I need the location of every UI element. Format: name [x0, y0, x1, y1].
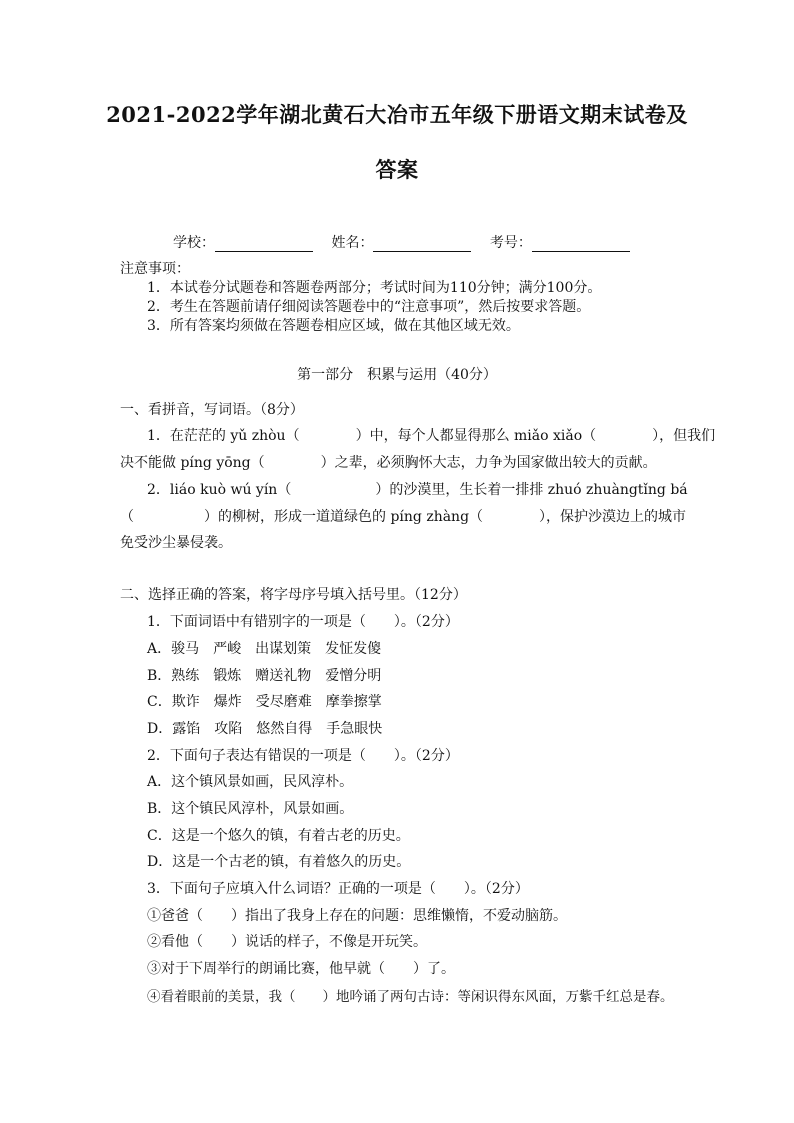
q2-sub3-item: ④看着眼前的美景，我（ ）地吟诵了两句古诗：等闲识得东风面，万紫千红总是春。 — [147, 989, 674, 1005]
q1-line: 2．liáo kuò wú yín（ ）的沙漠里，生长着一排排 zhuó zhuàngtǐng bá — [147, 482, 688, 498]
q1-heading: 一、看拼音，写词语。（8分） — [120, 402, 304, 418]
number-blank — [532, 237, 630, 252]
option-b: B．这个镇民风淳朴，风景如画。 — [147, 801, 354, 817]
option-d: D．这是一个古老的镇，有着悠久的历史。 — [147, 854, 411, 870]
q1-line: 决不能做 píng yōng（ ）之辈，必须胸怀大志，力争为国家做出较大的贡献。 — [120, 455, 657, 471]
school-blank — [215, 237, 313, 252]
student-info-row — [173, 232, 644, 252]
q2-sub3-item: ③对于下周举行的朗诵比赛，他早就（ ）了。 — [147, 961, 455, 977]
document-title-line2: 答案 — [375, 157, 419, 182]
q2-sub3-item: ②看他（ ）说话的样子，不像是开玩笑。 — [147, 934, 427, 950]
q1-line: 免受沙尘暴侵袭。 — [120, 535, 232, 551]
name-blank — [373, 237, 471, 252]
notice-heading: 注意事项： — [120, 261, 190, 277]
option-c: C．这是一个悠久的镇，有着古老的历史。 — [147, 828, 410, 844]
document-title-line1: 2021-2022学年湖北黄石大冶市五年级下册语文期末试卷及 — [106, 102, 688, 127]
option-d: D．露馅 攻陷 悠然自得 手急眼快 — [147, 721, 383, 737]
option-a: A．骏马 严峻 出谋划策 发怔发傻 — [147, 641, 382, 657]
name-label: 姓名： — [331, 235, 374, 251]
notice-item: 3．所有答案均须做在答题卷相应区域，做在其他区域无效。 — [147, 318, 520, 334]
q2-sub3-item: ①爸爸（ ）指出了我身上存在的问题：思维懒惰，不爱动脑筋。 — [147, 908, 567, 924]
option-a: A．这个镇风景如画，民风淳朴。 — [147, 774, 354, 790]
option-c: C．欺诈 爆炸 受尽磨难 摩拳擦掌 — [147, 694, 382, 710]
q1-line: （ ）的柳树，形成一道道绿色的 píng zhàng（ ），保护沙漠边上的城市 — [120, 509, 687, 525]
number-label: 考号： — [489, 235, 532, 251]
q1-line: 1．在茫茫的 yǔ zhòu（ ）中，每个人都显得那么 miǎo xiǎo（ ），但我们 — [147, 428, 716, 444]
school-label: 学校： — [173, 235, 215, 251]
q2-heading: 二、选择正确的答案，将字母序号填入括号里。（12分） — [120, 587, 467, 603]
q2-sub3: 3．下面句子应填入什么词语？正确的一项是（ ）。（2分） — [147, 881, 529, 897]
notice-item: 2．考生在答题前请仔细阅读答题卷中的“注意事项”，然后按要求答题。 — [147, 299, 591, 315]
q2-sub2: 2．下面句子表达有错误的一项是（ ）。（2分） — [147, 748, 459, 764]
notice-item: 1．本试卷分试题卷和答题卷两部分；考试时间为110分钟；满分100分。 — [147, 280, 602, 296]
q2-sub1: 1．下面词语中有错别字的一项是（ ）。（2分） — [147, 614, 459, 630]
option-b: B．熟练 锻炼 赠送礼物 爱憎分明 — [147, 668, 382, 684]
part1-title: 第一部分 积累与运用（40分） — [297, 367, 497, 383]
